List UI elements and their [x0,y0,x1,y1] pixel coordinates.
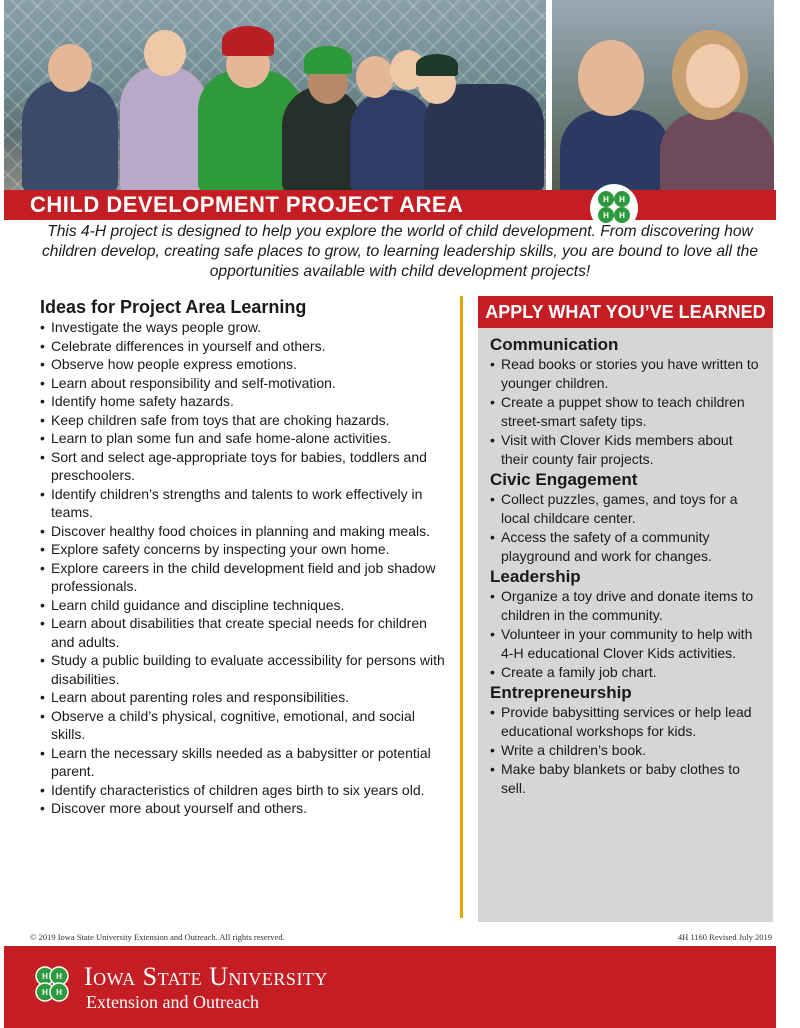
svg-text:H: H [56,988,62,997]
learning-idea-item: • Observe how people express emotions. [40,355,450,374]
apply-item: • Organize a toy drive and donate items to children in the community. [490,587,763,625]
apply-item: • Write a children’s book. [490,741,763,760]
university-subtitle: Extension and Outreach [86,992,259,1012]
apply-section-list [490,587,763,682]
learning-idea-item: • Identify home safety hazards. [40,392,450,411]
child-head [144,30,186,76]
learning-idea-item: • Explore careers in the child development field and job shadow professionals. [40,559,450,596]
child-figure [660,112,774,196]
document-code: 4H 1160 Revised July 2019 [677,932,772,942]
apply-sections [478,328,773,798]
apply-section-title: Entrepreneurship [490,683,632,702]
svg-text:H: H [42,988,48,997]
learning-idea-item: • Learn about disabilities that create special needs for children and adults. [40,614,450,651]
title-banner [4,190,776,220]
child-head [578,40,644,116]
learning-idea-item: • Study a public building to evaluate accessibility for persons with disabilities. [40,651,450,688]
learning-idea-item: • Observe a child’s physical, cognitive, emotional, and social skills. [40,707,450,744]
apply-item: • Create a family job chart. [490,663,763,682]
header-photo-pair [552,0,774,196]
learning-idea-item: • Learn about parenting roles and responsibilities. [40,688,450,707]
svg-text:H: H [603,195,609,204]
copyright-notice: © 2019 Iowa State University Extension and Outreach. All rights reserved. [30,932,285,942]
apply-section-title: Civic Engagement [490,470,638,489]
column-divider [460,296,463,918]
apply-heading: APPLY WHAT YOU’VE LEARNED [485,301,766,322]
apply-section-list [490,355,763,469]
footer-bar [4,946,776,1028]
child-hat [304,46,352,74]
child-figure [22,80,118,192]
apply-section-list [490,490,763,566]
header-photo-group [4,0,546,192]
apply-heading-bar [478,296,773,328]
child-figure [350,90,434,192]
page-title: CHILD DEVELOPMENT PROJECT AREA [30,192,464,217]
intro-paragraph: This 4-H project is designed to help you explore the world of child development. From discovering how children develop, creating safe places to grow, to learning leadership skills, you are bound to love all the opportunities available with child development projects! [41,223,758,280]
apply-item: • Make baby blankets or baby clothes to sell. [490,760,763,798]
university-name: Iowa State University [84,962,328,991]
learning-idea-item: • Investigate the ways people grow. [40,318,450,337]
apply-item: • Read books or stories you have written to younger children. [490,355,763,393]
learning-idea-item: • Identify characteristics of children ages birth to six years old. [40,781,450,800]
learning-idea-item: • Identify children’s strengths and talents to work effectively in teams. [40,485,450,522]
svg-text:H: H [603,211,609,220]
learning-idea-item: • Explore safety concerns by inspecting your own home. [40,540,450,559]
apply-item: • Visit with Clover Kids members about their county fair projects. [490,431,763,469]
learning-idea-item: • Learn the necessary skills needed as a babysitter or potential parent. [40,744,450,781]
svg-text:H: H [56,972,62,981]
child-hat [416,54,458,76]
apply-item: • Collect puzzles, games, and toys for a local childcare center. [490,490,763,528]
learning-idea-item: • Discover more about yourself and others. [40,799,450,818]
apply-section-title: Leadership [490,567,581,586]
learning-ideas-list [40,318,450,818]
child-head [48,44,92,92]
apply-item: • Create a puppet show to teach children street-smart safety tips. [490,393,763,431]
child-hat [222,26,274,56]
apply-section-list [490,703,763,798]
apply-item: • Volunteer in your community to help with 4-H educational Clover Kids activities. [490,625,763,663]
learning-idea-item: • Learn child guidance and discipline techniques. [40,596,450,615]
svg-text:H: H [42,972,48,981]
svg-text:H: H [619,211,625,220]
apply-item: • Provide babysitting services or help lead educational workshops for kids. [490,703,763,741]
child-head [686,44,740,108]
learning-idea-item: • Sort and select age-appropriate toys for babies, toddlers and preschoolers. [40,448,450,485]
apply-item: • Access the safety of a community playground and work for changes. [490,528,763,566]
learning-ideas-section [40,296,450,818]
apply-section-title: Communication [490,335,619,354]
learning-idea-item: • Celebrate differences in yourself and others. [40,337,450,356]
learning-idea-item: • Learn to plan some fun and safe home-alone activities. [40,429,450,448]
learning-idea-item: • Keep children safe from toys that are choking hazards. [40,411,450,430]
learning-ideas-heading: Ideas for Project Area Learning [40,297,307,317]
apply-sidebar [478,296,773,922]
learning-idea-item: • Learn about responsibility and self-motivation. [40,374,450,393]
child-figure [120,66,208,192]
learning-idea-item: • Discover healthy food choices in planning and making meals. [40,522,450,541]
footer-clover-icon [30,962,74,1006]
svg-text:H: H [619,195,625,204]
child-head [356,56,394,98]
